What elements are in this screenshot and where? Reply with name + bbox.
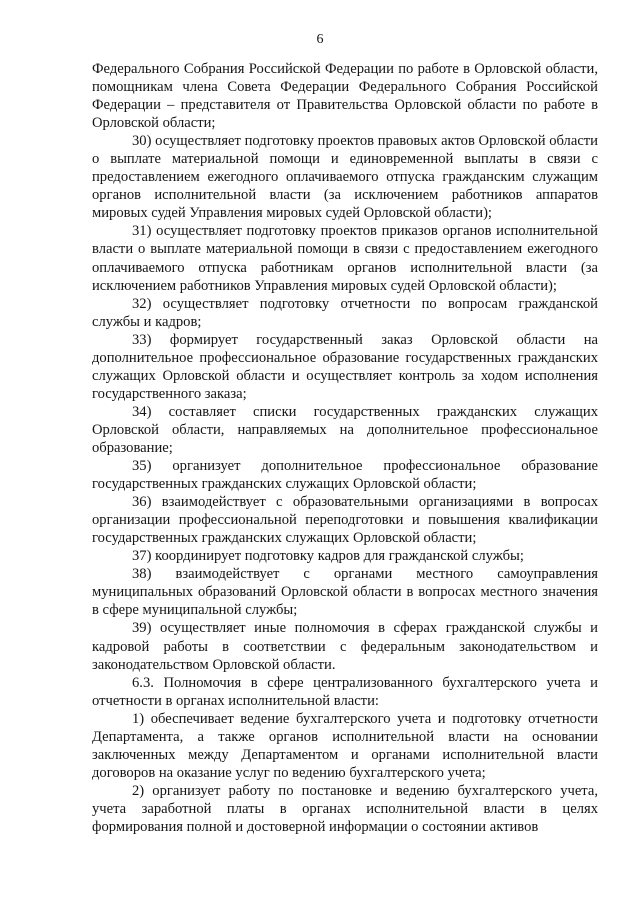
paragraph-item-31: 31) осуществляет подготовку проектов приказов органов исполнительной власти о выплате материальной помощи в связи с предоставлением ежегодного оплачиваемого отпуска работникам органов исполнительной власти (за исключением работников Управления мировых судей Орловской области);	[92, 223, 598, 294]
paragraph-item-35: 35) организует дополнительное профессиональное образование государственных гражданских служащих Орловской области;	[92, 458, 598, 493]
page-number: 6	[316, 32, 324, 47]
paragraph-item-32: 32) осуществляет подготовку отчетности по вопросам гражданской службы и кадров;	[92, 295, 598, 330]
paragraph-item-39: 39) осуществляет иные полномочия в сферах гражданской службы и кадровой работы в соответствии с федеральным законодательством и законодательством Орловской области.	[92, 620, 598, 673]
paragraph-continuation: Федерального Собрания Российской Федерации по работе в Орловской области, помощникам члена Совета Федерации Федерального Собрания Российской Федерации – представителя от Правительства Орловской области по работе в Орловской области;	[92, 61, 598, 132]
paragraph-item-1: 1) обеспечивает ведение бухгалтерского учета и подготовку отчетности Департамента, а также органов исполнительной власти на основании заключенных между Департаментом и органами исполнительной власти договоров на оказание услуг по ведению бухгалтерского учета;	[92, 710, 598, 781]
paragraph-item-30: 30) осуществляет подготовку проектов правовых актов Орловской области о выплате материальной помощи и единовременной выплаты в связи с предоставлением ежегодного оплачиваемого отпуска гражданским служащим органов исполнительной власти (за исключением работников аппаратов мировых судей Управления мировых судей Орловской области);	[92, 133, 598, 222]
section-heading-6-3: 6.3. Полномочия в сфере централизованного бухгалтерского учета и отчетности в органах исполнительной власти:	[92, 674, 598, 709]
paragraph-item-2: 2) организует работу по постановке и ведению бухгалтерского учета, учета заработной платы в органах исполнительной власти в целях формирования полной и достоверной информации о состоянии активов	[92, 782, 598, 835]
document-body	[92, 60, 598, 836]
paragraph-item-36: 36) взаимодействует с образовательными организациями в вопросах организации профессиональной переподготовки и повышения квалификации государственных гражданских служащих Орловской области;	[92, 494, 598, 547]
paragraph-item-33: 33) формирует государственный заказ Орловской области на дополнительное профессиональное образование государственных гражданских служащих Орловской области и осуществляет контроль за ходом исполнения государственного заказа;	[92, 331, 598, 402]
paragraph-item-37: 37) координирует подготовку кадров для гражданской службы;	[132, 548, 524, 565]
paragraph-item-38: 38) взаимодействует с органами местного самоуправления муниципальных образований Орловской области в вопросах местного значения в сфере муниципальной службы;	[92, 566, 598, 619]
paragraph-item-34: 34) составляет списки государственных гражданских служащих Орловской области, направляемых на дополнительное профессиональное образование;	[92, 403, 598, 456]
